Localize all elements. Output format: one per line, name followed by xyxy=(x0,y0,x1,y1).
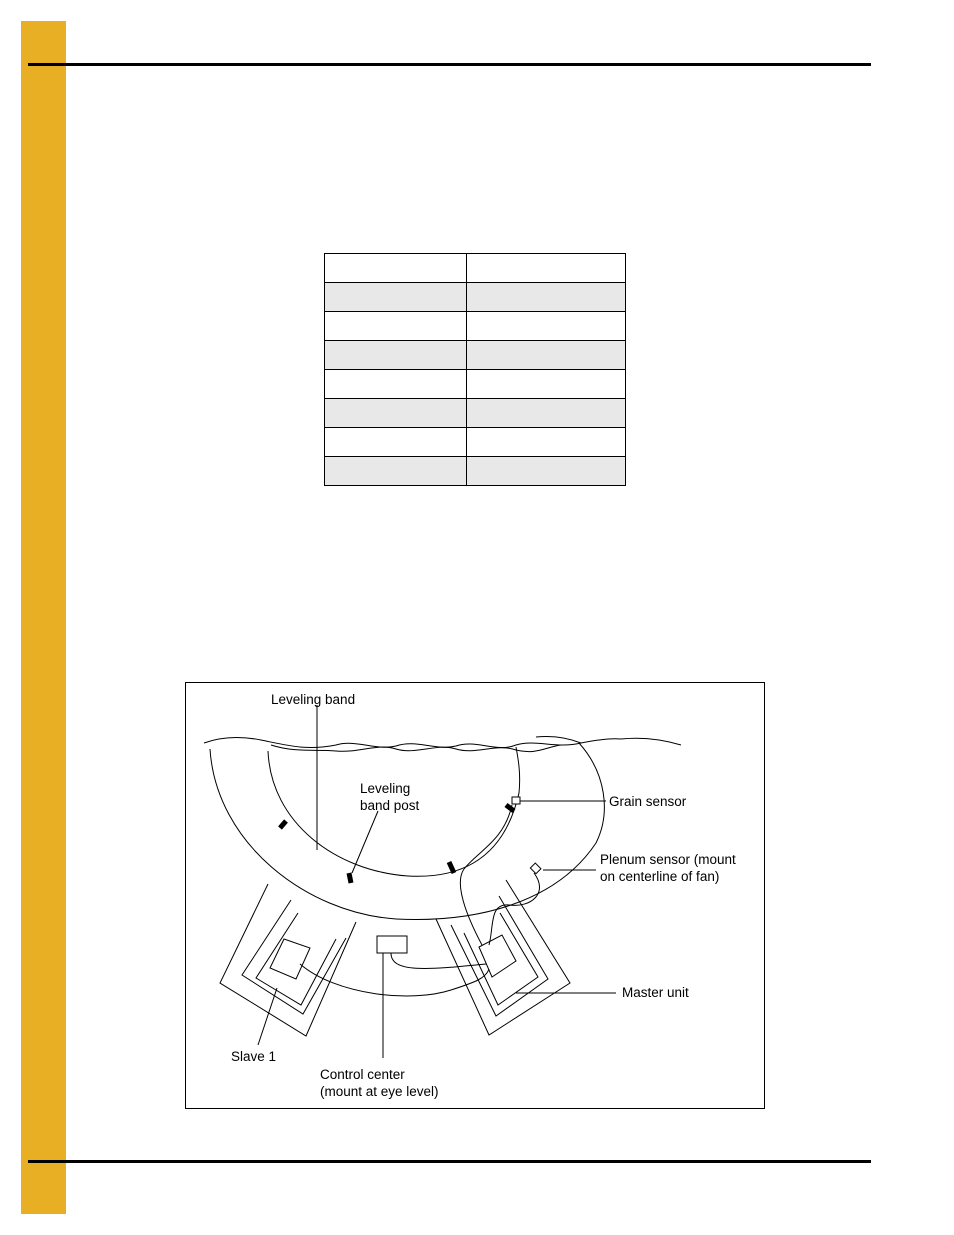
footer-rule xyxy=(28,1160,871,1163)
band-post-marker xyxy=(349,873,351,883)
table-row xyxy=(325,341,626,370)
leveling-band-label: Leveling band xyxy=(271,692,356,707)
band-post-marker xyxy=(449,862,454,873)
table-cell xyxy=(325,399,467,428)
wavy-top-edge xyxy=(204,737,621,747)
plenum-sensor-label: Plenum sensor (mount on centerline of fan) xyxy=(600,852,736,884)
band-post-leader xyxy=(352,811,378,873)
control-center-box xyxy=(377,936,407,953)
data-table xyxy=(324,253,626,486)
table-row xyxy=(325,399,626,428)
header-rule xyxy=(28,63,871,66)
bin-layout-figure xyxy=(185,682,765,1109)
control-center-label: Control center (mount at eye level) xyxy=(320,1067,439,1099)
plenum-sensor-icon xyxy=(530,863,541,874)
table-cell xyxy=(467,399,626,428)
table-cell xyxy=(467,312,626,341)
table-cell xyxy=(325,283,467,312)
plenum-sensor-wire xyxy=(489,873,540,945)
master-unit-label: Master unit xyxy=(622,985,689,1000)
slave-unit-box xyxy=(270,939,310,979)
wavy-inner-edge xyxy=(271,745,561,752)
table-row xyxy=(325,457,626,486)
table-row xyxy=(325,428,626,457)
bin-outer-wall xyxy=(210,743,604,919)
bin-layout-drawing xyxy=(186,683,764,1108)
leveling-band-post-label: Leveling band post xyxy=(360,781,420,813)
band-post-marker xyxy=(506,805,514,811)
side-accent-bar xyxy=(21,21,66,1214)
table-header-row xyxy=(325,254,626,283)
grain-sensor-label: Grain sensor xyxy=(609,794,687,809)
table-cell xyxy=(467,370,626,399)
table-cell xyxy=(325,457,467,486)
table-cell xyxy=(467,428,626,457)
slave-1-label: Slave 1 xyxy=(231,1049,277,1064)
grain-sensor-icon xyxy=(512,797,520,804)
table-row xyxy=(325,312,626,341)
table-cell xyxy=(467,254,626,283)
table-cell xyxy=(325,254,467,283)
table-row xyxy=(325,370,626,399)
band-post-marker xyxy=(280,821,286,828)
grain-sensor-wire xyxy=(460,805,512,945)
table-cell xyxy=(325,341,467,370)
table-cell xyxy=(325,370,467,399)
table-row xyxy=(325,283,626,312)
table-cell xyxy=(325,312,467,341)
table-cell xyxy=(467,457,626,486)
table-cell xyxy=(467,341,626,370)
master-unit-box xyxy=(479,935,516,977)
table-cell xyxy=(467,283,626,312)
table-cell xyxy=(325,428,467,457)
